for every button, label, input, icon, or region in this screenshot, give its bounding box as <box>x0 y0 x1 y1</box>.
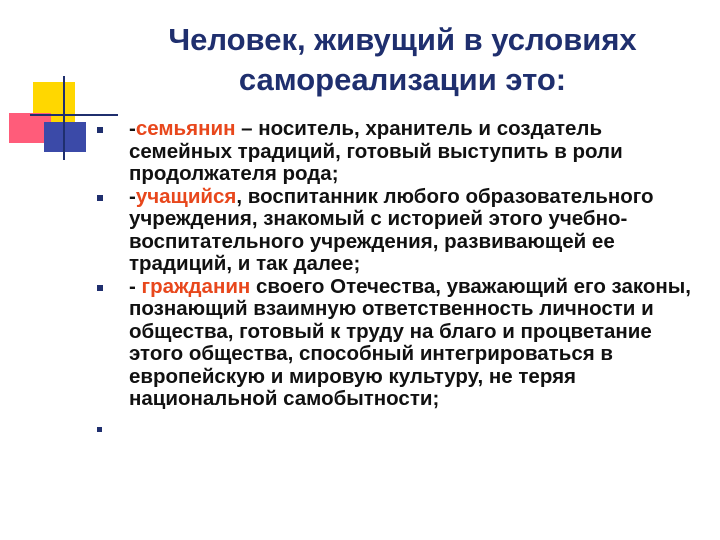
bullet-marker <box>97 285 103 291</box>
bullet-prefix: - <box>129 117 136 140</box>
bullet-item-student <box>95 186 705 276</box>
bullet-prefix: - <box>129 274 142 298</box>
slide-title <box>95 20 710 100</box>
bullet-text: своего Отечества, уважающий его законы, познающий взаимную ответственность личности и общества, готовый к труду на благо и процветание этого общества, способный интегрироваться в европейскую и мировую культуру, не теряя национальной самобытности; <box>129 274 691 410</box>
bullet-item-empty <box>95 423 705 445</box>
bullet-marker <box>97 127 103 133</box>
bullet-keyword: семьянин <box>135 117 236 140</box>
bullet-keyword: гражданин <box>141 274 251 298</box>
bullet-list <box>95 118 705 445</box>
bullet-keyword: учащийся <box>135 184 237 208</box>
bullet-text: , воспитанник любого образовательного учреждения, знакомый с историей этого учебно-воспитательного учреждения, развивающей ее традиций, и так далее; <box>129 184 654 275</box>
title-line-2: самореализации это: <box>238 62 567 97</box>
bullet-marker <box>97 427 102 432</box>
bullet-marker <box>97 195 103 201</box>
bullet-text: – носитель, хранитель и создатель семейных традиций, готовый выступить в роли продолжателя рода; <box>129 117 623 185</box>
bullet-item-citizen <box>95 276 705 411</box>
bullet-item-family-man <box>95 118 705 186</box>
title-line-1: Человек, живущий в условиях <box>168 22 637 57</box>
bullet-prefix: - <box>129 184 136 208</box>
